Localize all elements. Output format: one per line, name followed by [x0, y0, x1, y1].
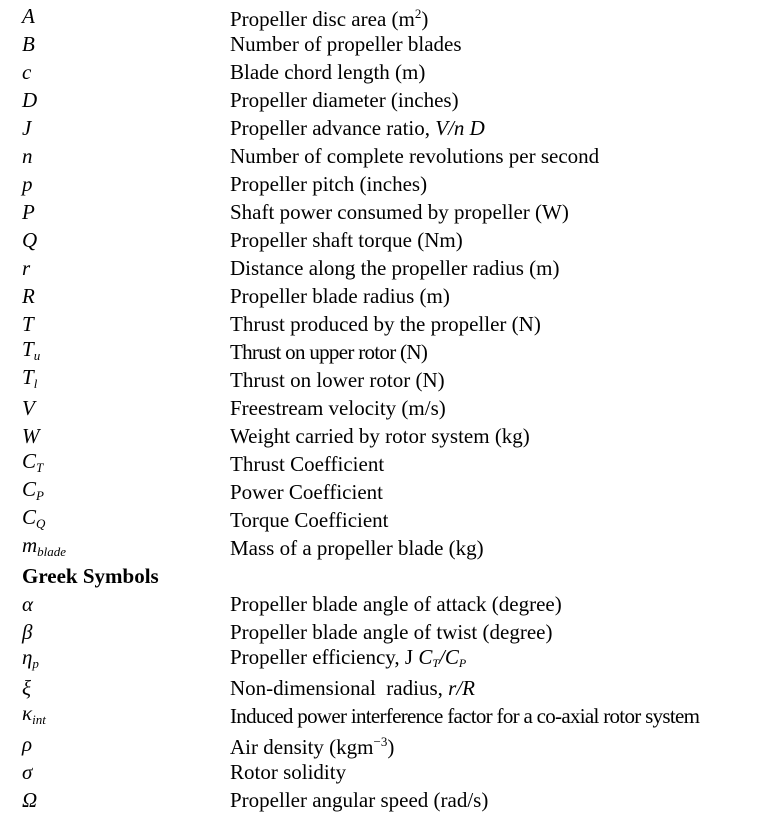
- nomenclature-row: [0, 702, 764, 730]
- definition: Torque Coefficient: [230, 508, 389, 532]
- definition: Thrust Coefficient: [230, 452, 385, 476]
- nomenclature-row: [0, 142, 764, 170]
- symbol: A: [22, 4, 35, 28]
- definition: Rotor solidity: [230, 760, 347, 784]
- symbol: R: [22, 284, 35, 308]
- symbol: J: [22, 116, 32, 140]
- nomenclature-row: [0, 534, 764, 562]
- definition: Propeller disc area $(m^2)$: [230, 5, 429, 31]
- symbol: T: [22, 312, 34, 336]
- symbol: V: [22, 396, 35, 420]
- symbol: $T_l$: [22, 364, 38, 391]
- symbol: D: [22, 88, 38, 112]
- symbol: n: [22, 144, 33, 168]
- symbol: B: [22, 32, 35, 56]
- symbol: β: [22, 620, 33, 644]
- definition: Mass of a propeller blade (kg): [230, 536, 484, 560]
- symbol: p: [22, 172, 33, 196]
- nomenclature-row: [0, 282, 764, 310]
- nomenclature-row: [0, 730, 764, 758]
- nomenclature-row: [0, 58, 764, 86]
- nomenclature-row: [0, 394, 764, 422]
- definition: Weight carried by rotor system (kg): [230, 424, 530, 448]
- definition: Air density (kgm$^{-3}$): [230, 733, 395, 759]
- definition: Power Coefficient: [230, 480, 383, 504]
- symbol: $\kappa_{int}$: [22, 700, 46, 727]
- symbol: c: [22, 60, 32, 84]
- definition: Propeller pitch (inches): [230, 172, 428, 196]
- symbol: r: [22, 256, 31, 280]
- definition: Induced power interference factor for a co-axial rotor system: [230, 704, 700, 728]
- symbol: α: [22, 592, 34, 616]
- nomenclature-row: [0, 2, 764, 30]
- nomenclature-row: [0, 226, 764, 254]
- definition: Propeller blade angle of twist (degree): [230, 620, 553, 644]
- definition: Freestream velocity (m/s): [230, 396, 446, 420]
- definition: Propeller blade angle of attack (degree): [230, 592, 562, 616]
- definition: Blade chord length (m): [230, 60, 426, 84]
- symbol: $m_{blade}$: [22, 532, 67, 559]
- nomenclature-row: [0, 170, 764, 198]
- definition: Shaft power consumed by propeller (W): [230, 200, 569, 224]
- symbol: $C_P$: [22, 476, 44, 503]
- symbol: P: [22, 200, 35, 224]
- definition: Propeller advance ratio, V/n D: [230, 116, 485, 140]
- symbol: ρ: [22, 732, 33, 756]
- nomenclature-row: [0, 590, 764, 618]
- symbol: $C_Q$: [22, 504, 46, 531]
- nomenclature-row: [0, 114, 764, 142]
- symbol: σ: [22, 760, 33, 784]
- definition: Propeller blade radius (m): [230, 284, 450, 308]
- nomenclature-row: [0, 86, 764, 114]
- nomenclature-row: [0, 30, 764, 58]
- definition: Propeller efficiency, J $C_T/C_P$: [230, 645, 467, 670]
- nomenclature-row: [0, 786, 764, 814]
- nomenclature-row: [0, 646, 764, 674]
- section-heading: Greek Symbols: [22, 564, 159, 588]
- definition: Propeller angular speed (rad/s): [230, 788, 489, 812]
- nomenclature-row: [0, 758, 764, 786]
- symbol: W: [22, 424, 40, 448]
- nomenclature-row: [0, 254, 764, 282]
- definition: Propeller shaft torque (Nm): [230, 228, 463, 252]
- symbol: $\eta_p$: [22, 644, 39, 671]
- definition: Non-dimensional radius, r/R: [230, 676, 475, 700]
- definition: Thrust on upper rotor (N): [230, 340, 428, 364]
- symbol: ξ: [22, 676, 31, 700]
- definition: Thrust produced by the propeller (N): [230, 312, 541, 336]
- definition: Distance along the propeller radius (m): [230, 256, 560, 280]
- symbol: Ω: [22, 788, 38, 812]
- symbol: Q: [22, 228, 38, 252]
- definition: Number of complete revolutions per second: [230, 144, 600, 168]
- definition: Number of propeller blades: [230, 32, 462, 56]
- definition: Propeller diameter (inches): [230, 88, 459, 112]
- nomenclature-row: [0, 198, 764, 226]
- symbol: $C_T$: [22, 448, 44, 475]
- symbol: $T_u$: [22, 336, 41, 363]
- nomenclature-row: [0, 366, 764, 394]
- definition: Thrust on lower rotor (N): [230, 368, 445, 392]
